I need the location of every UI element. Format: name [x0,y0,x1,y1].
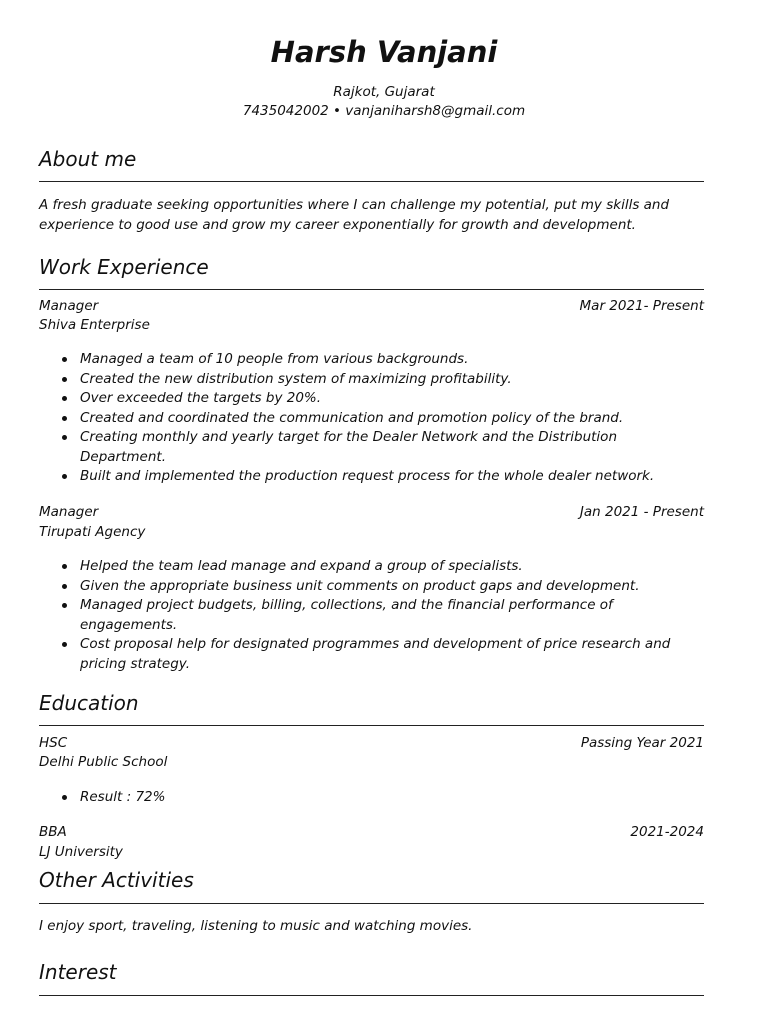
list-item: Managed project budgets, billing, collections, and the financial performance of engagements. [39,596,679,635]
section-divider [39,995,704,996]
bullet-dot [62,416,67,421]
education-degree: HSC [39,735,68,751]
bullet-dot [62,603,67,608]
job-bullets [39,350,679,487]
contact-line: 7435042002 • vanjaniharsh8@gmail.com [242,103,526,119]
section-divider [39,903,704,904]
job-header [39,296,704,316]
section-divider [39,181,704,182]
list-item: Created the new distribution system of maximizing profitability. [39,370,679,390]
bullet-dot [62,584,67,589]
education-school: Delhi Public School [39,754,168,770]
bullet-dot [62,396,67,401]
bullet-dot [62,474,67,479]
list-item: Created and coordinated the communication and promotion policy of the brand. [39,409,679,429]
education-header [39,733,704,753]
bullet-dot [62,642,67,647]
job-company: Shiva Enterprise [39,317,150,333]
section-divider [39,289,704,290]
section-title-education: Education [39,691,139,715]
list-item: Managed a team of 10 people from various backgrounds. [39,350,679,370]
job-date: Jan 2021 - Present [579,504,704,520]
education-bullets [39,788,679,808]
job-header [39,502,704,522]
activities-text: I enjoy sport, traveling, listening to music and watching movies. [39,918,473,934]
list-item: Built and implemented the production request process for the whole dealer network. [39,467,679,487]
job-bullets [39,557,679,674]
list-item: Cost proposal help for designated programmes and development of price research and pricing strategy. [39,635,679,674]
section-title-activities: Other Activities [39,868,194,892]
education-degree: BBA [39,824,67,840]
job-date: Mar 2021- Present [579,298,704,314]
section-title-interest: Interest [39,960,117,984]
list-item: Helped the team lead manage and expand a group of specialists. [39,557,679,577]
job-role: Manager [39,504,99,520]
list-item: Result : 72% [39,788,679,808]
job-company: Tirupati Agency [39,524,146,540]
list-item: Given the appropriate business unit comments on product gaps and development. [39,577,679,597]
education-date: Passing Year 2021 [580,735,704,751]
section-title-about: About me [39,147,137,171]
education-school: LJ University [39,844,123,860]
list-item: Creating monthly and yearly target for the Dealer Network and the Distribution Department. [39,428,679,467]
list-item: Over exceeded the targets by 20%. [39,389,679,409]
about-text: A fresh graduate seeking opportunities where I can challenge my potential, put my skills and experience to good use and grow my career exponentially for growth and development. [39,197,670,233]
bullet-dot [62,357,67,362]
education-header [39,822,704,842]
education-date: 2021-2024 [630,824,704,840]
section-divider [39,725,704,726]
candidate-name: Harsh Vanjani [270,35,498,69]
bullet-dot [62,795,67,800]
location: Rajkot, Gujarat [333,84,435,100]
section-title-work: Work Experience [39,255,209,279]
bullet-dot [62,377,67,382]
bullet-dot [62,435,67,440]
bullet-dot [62,564,67,569]
job-role: Manager [39,298,99,314]
